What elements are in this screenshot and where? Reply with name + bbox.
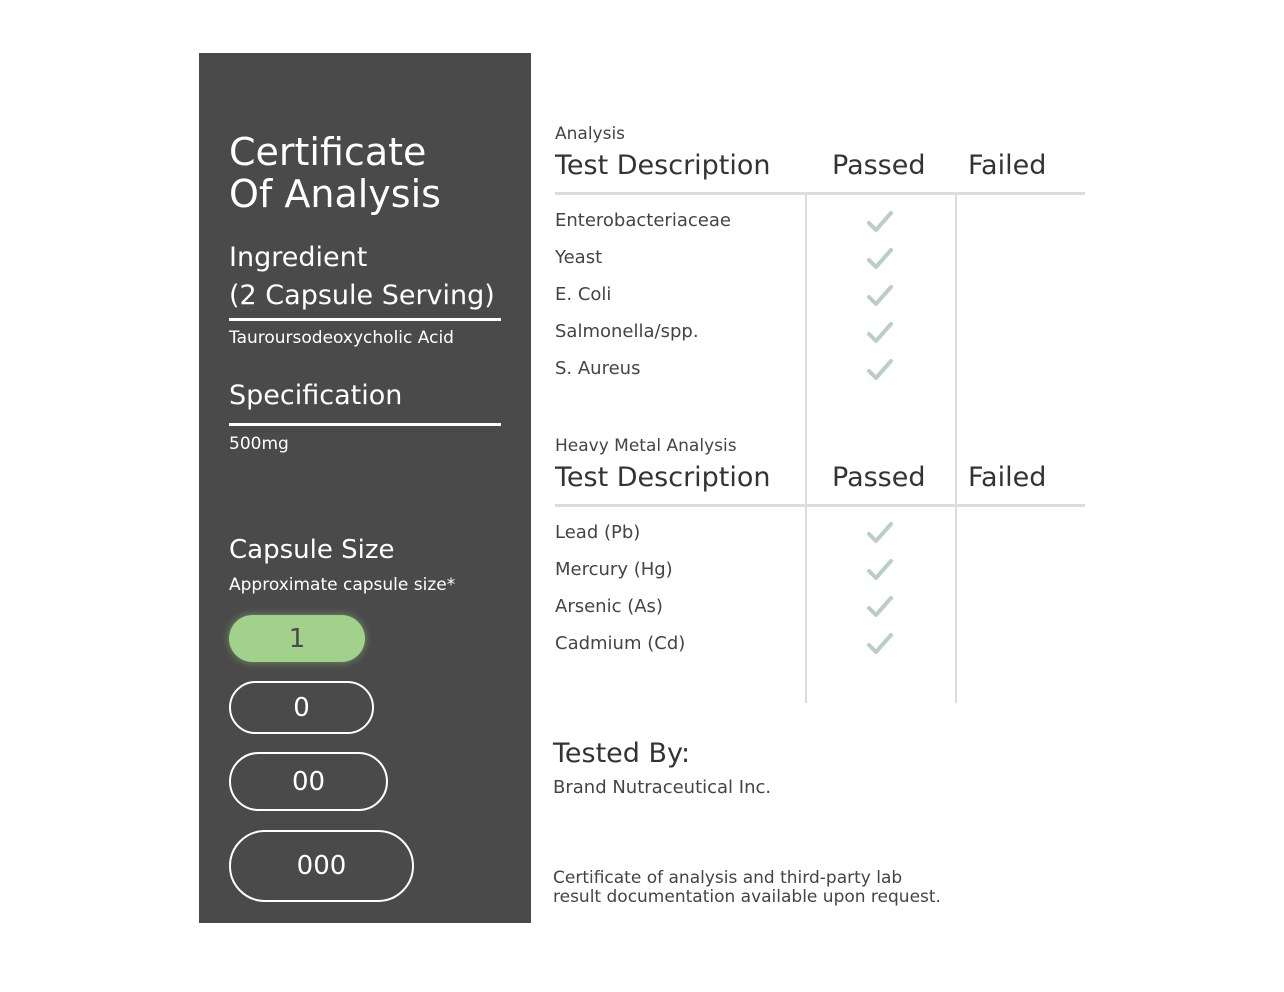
heavy-metal-section-label: Heavy Metal Analysis [555, 436, 741, 456]
check-icon [866, 247, 894, 271]
ingredient-value: Tauroursodeoxycholic Acid [229, 328, 454, 348]
title-line-2: Of Analysis [229, 172, 441, 216]
footnote [553, 869, 973, 907]
check-icon [866, 632, 894, 656]
analysis-row-label: Enterobacteriaceae [555, 210, 731, 231]
specification-heading: Specification [229, 380, 403, 411]
analysis-header-divider [555, 192, 1085, 195]
check-icon [866, 558, 894, 582]
analysis-row-label: Yeast [555, 247, 603, 268]
tested-by-value: Brand Nutraceutical Inc. [553, 777, 772, 798]
failed-column-divider [955, 194, 957, 703]
check-icon [866, 521, 894, 545]
capsule-size-label: 000 [296, 851, 347, 881]
analysis-row-label: Salmonella/spp. [555, 321, 699, 342]
capsule-size-label: 00 [291, 766, 326, 797]
footnote-line-1: Certificate of analysis and third-party lab [553, 868, 903, 888]
heavy-metal-row-label: Arsenic (As) [555, 596, 663, 617]
analysis-col-description: Test Description [555, 150, 771, 181]
check-icon [866, 358, 894, 382]
analysis-row-label: E. Coli [555, 284, 612, 305]
heavy-metal-row-label: Cadmium (Cd) [555, 633, 686, 654]
capsule-size-label: 1 [288, 623, 306, 654]
passed-column-divider [805, 194, 807, 703]
check-icon [866, 321, 894, 345]
analysis-section-label: Analysis [555, 124, 626, 144]
heavy-metal-header-divider [555, 504, 1085, 507]
footnote-line-2: result documentation available upon request. [553, 887, 941, 907]
check-icon [866, 210, 894, 234]
check-icon [866, 595, 894, 619]
check-icon [866, 284, 894, 308]
ingredient-heading-line-2: (2 Capsule Serving) [229, 280, 495, 311]
heavy-metal-row-label: Mercury (Hg) [555, 559, 673, 580]
analysis-row-label: S. Aureus [555, 358, 641, 379]
capsule-size-label: 0 [293, 692, 310, 723]
specification-value: 500mg [229, 434, 289, 454]
capsule-size-subheading: Approximate capsule size* [229, 575, 456, 595]
title-line-1: Certificate [229, 130, 427, 174]
heavy-metal-row-label: Lead (Pb) [555, 522, 641, 543]
ingredient-heading-line-1: Ingredient [229, 242, 368, 273]
analysis-col-passed: Passed [832, 150, 926, 181]
heavy-metal-col-passed: Passed [832, 462, 926, 493]
tested-by-heading: Tested By: [553, 738, 691, 769]
heavy-metal-col-failed: Failed [968, 462, 1047, 493]
capsule-size-heading: Capsule Size [229, 535, 395, 565]
analysis-col-failed: Failed [968, 150, 1047, 181]
heavy-metal-col-description: Test Description [555, 462, 771, 493]
